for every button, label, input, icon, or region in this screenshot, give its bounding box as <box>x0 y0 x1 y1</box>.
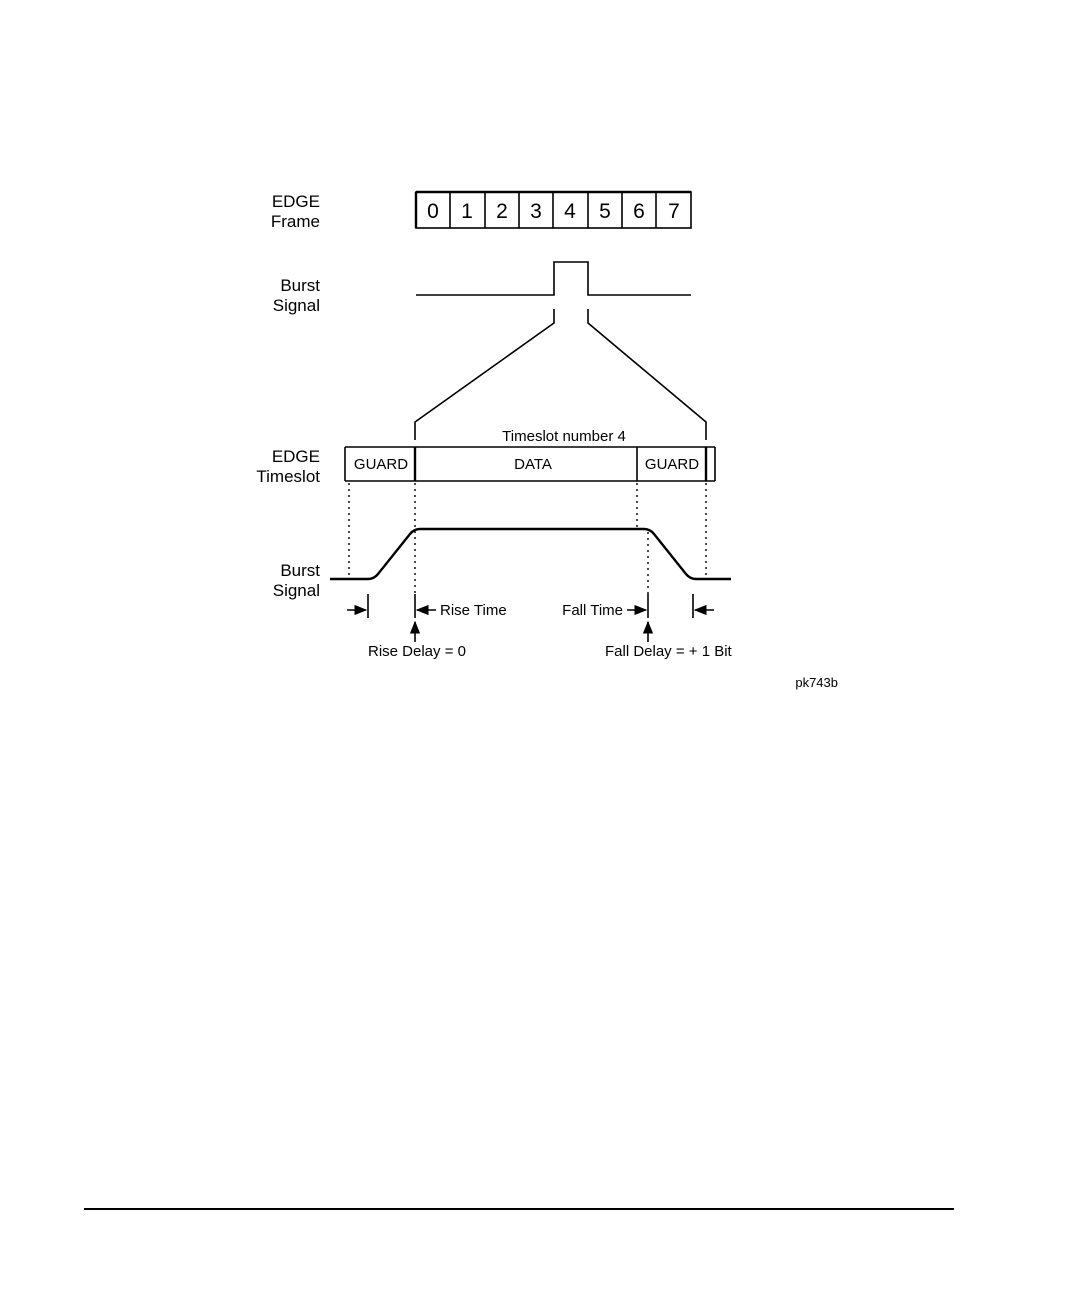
edge-timeslot-label-line2: Timeslot <box>256 467 320 486</box>
slot-number-5: 5 <box>599 200 611 223</box>
slot-number-1: 1 <box>461 200 473 223</box>
rise-time-label: Rise Time <box>440 602 507 619</box>
burst-signal-top-label-line1: Burst <box>280 276 320 295</box>
data-label: DATA <box>514 456 552 473</box>
edge-timeslot-label-line1: EDGE <box>271 447 320 466</box>
frame-dividers <box>450 192 656 228</box>
timeslot-title: Timeslot number 4 <box>502 428 626 445</box>
burst-signal-bottom-waveform <box>330 529 731 579</box>
dotted-guides <box>349 483 706 597</box>
edge-timeslot <box>345 447 715 481</box>
burst-signal-top-label-line2: Signal <box>272 296 320 315</box>
slot-number-6: 6 <box>633 200 645 223</box>
edge-frame <box>416 192 691 228</box>
figure-id: pk743b <box>795 675 838 690</box>
slot-number-2: 2 <box>496 200 508 223</box>
rise-delay-label: Rise Delay = 0 <box>368 643 466 660</box>
slot-number-7: 7 <box>668 200 680 223</box>
zoom-line-right <box>588 309 706 440</box>
slot-number-4: 4 <box>564 200 576 223</box>
zoom-line-left <box>415 309 554 440</box>
burst-signal-top-waveform <box>416 262 691 295</box>
timing-markers <box>347 594 714 642</box>
fall-delay-label: Fall Delay = + 1 Bit <box>605 643 732 660</box>
edge-frame-label-line1: EDGE <box>271 192 320 211</box>
slot-number-0: 0 <box>427 200 439 223</box>
zoom-lines <box>415 309 706 440</box>
burst-signal-bottom-label-line2: Signal <box>272 581 320 600</box>
right-guard-label: GUARD <box>644 456 700 473</box>
slot-number-3: 3 <box>530 200 542 223</box>
edge-frame-label-line2: Frame <box>270 212 320 231</box>
fall-time-label: Fall Time <box>562 602 623 619</box>
burst-signal-bottom-label-line1: Burst <box>280 561 320 580</box>
left-guard-label: GUARD <box>353 456 409 473</box>
